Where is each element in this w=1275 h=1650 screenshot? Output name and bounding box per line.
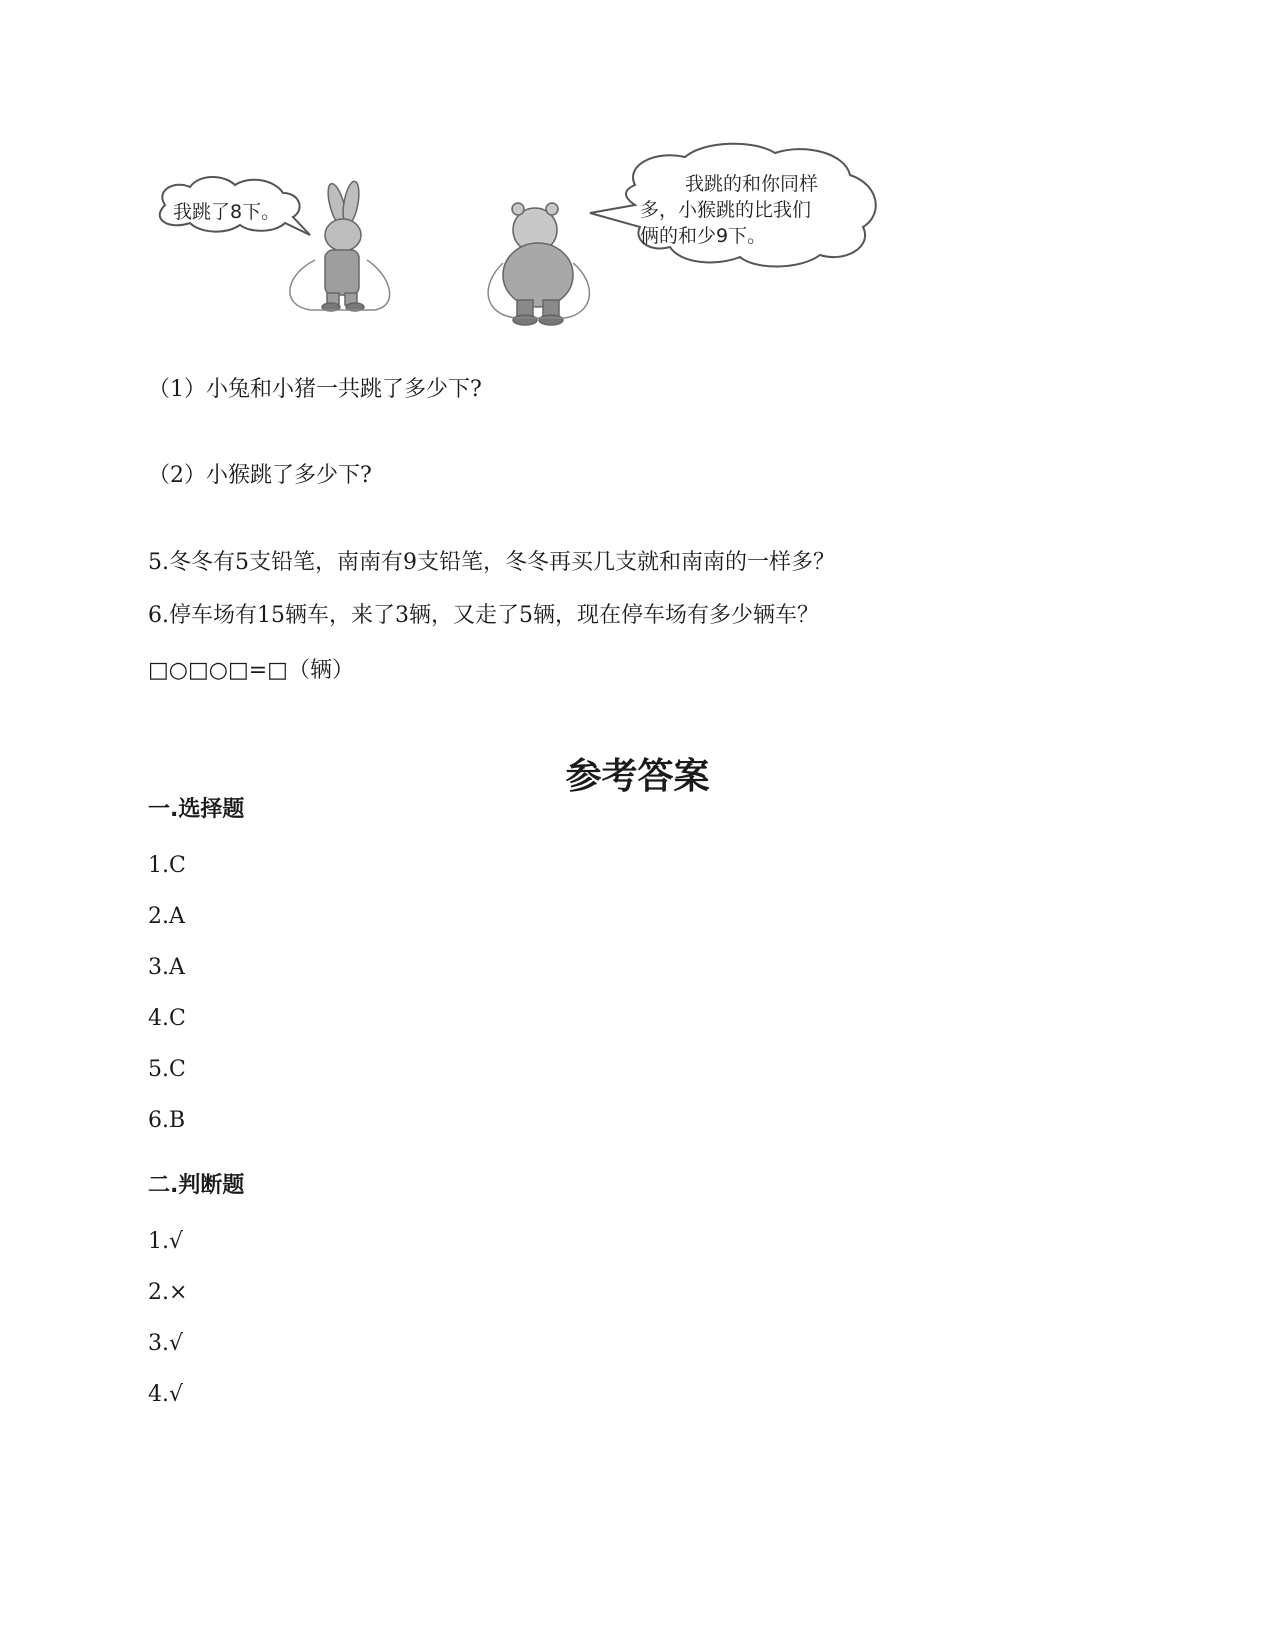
- pig-speech-line-3: 俩的和少9下。: [640, 225, 767, 247]
- question-4-part-2: （2）小猴跳了多少下?: [148, 463, 372, 488]
- judge-answer-3: 3.√: [148, 1331, 184, 1356]
- choice-answer-1: 1.C: [148, 853, 186, 878]
- answers-title: 参考答案: [565, 756, 710, 797]
- pig-speech-line-2: 多，小猴跳的比我们: [640, 199, 812, 221]
- jump-rope-illustration: [145, 135, 905, 335]
- section-choice-title: 一.选择题: [148, 797, 245, 822]
- pig-icon: [503, 203, 573, 325]
- question-5: 5.冬冬有5支铅笔，南南有9支铅笔，冬冬再买几支就和南南的一样多？: [148, 550, 835, 575]
- choice-answer-3: 3.A: [148, 955, 185, 980]
- choice-answer-5: 5.C: [148, 1057, 186, 1082]
- question-6-formula: □○□○□=□（辆）: [148, 658, 354, 683]
- judge-answer-4: 4.√: [148, 1382, 184, 1407]
- illustration-svg: [145, 135, 905, 335]
- question-6: 6.停车场有15辆车，来了3辆，又走了5辆，现在停车场有多少辆车？: [148, 603, 819, 628]
- choice-answer-6: 6.B: [148, 1108, 186, 1133]
- rabbit-icon: [322, 180, 364, 311]
- choice-answer-2: 2.A: [148, 904, 185, 929]
- rabbit-speech-text: 我跳了8下。: [173, 201, 281, 223]
- choice-answer-4: 4.C: [148, 1006, 186, 1031]
- pig-speech-line-1: 我跳的和你同样: [685, 173, 819, 195]
- judge-answer-2: 2.×: [148, 1280, 188, 1305]
- judge-answer-1: 1.√: [148, 1229, 184, 1254]
- section-judge-title: 二.判断题: [148, 1173, 245, 1198]
- question-4-part-1: （1）小兔和小猪一共跳了多少下?: [148, 377, 482, 402]
